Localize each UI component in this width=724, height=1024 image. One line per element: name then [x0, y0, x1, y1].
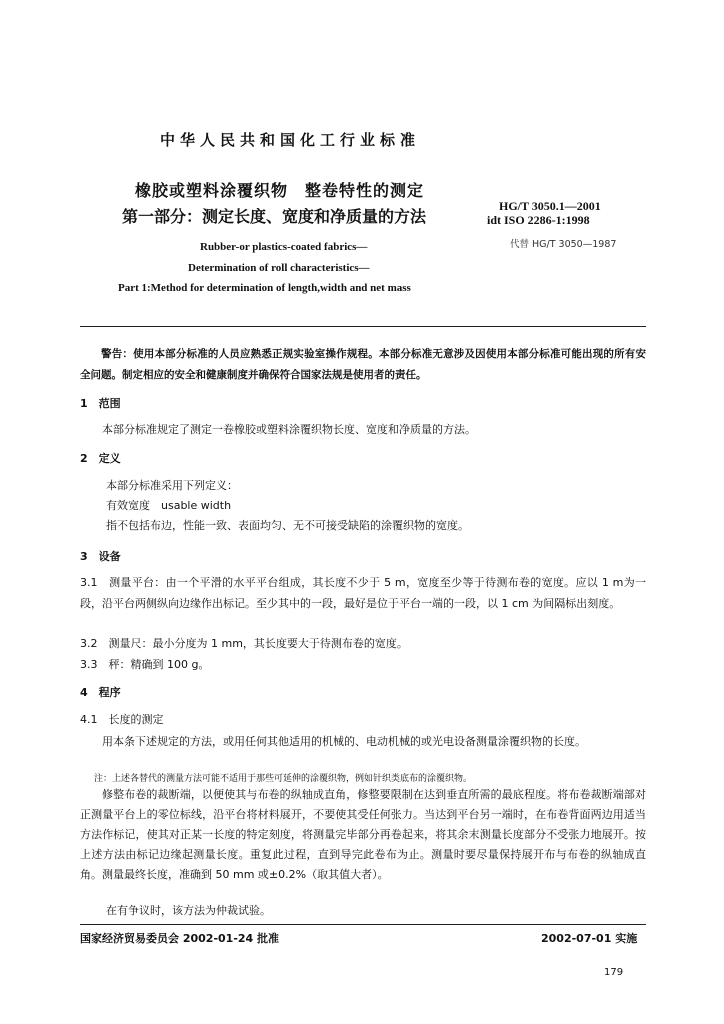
org-title: 中华人民共和国化工行业标准: [160, 131, 421, 149]
section-2-heading: 2 定义: [80, 452, 121, 465]
replaces-note: 代替 HG/T 3050—1987: [510, 239, 617, 250]
std-number: HG/T 3050.1—2001: [499, 199, 601, 213]
section-3-3-text: 3.3 秤：精确到 100 g。: [80, 658, 210, 671]
title-en-line1: Rubber-or plastics-coated fabrics—: [200, 241, 368, 253]
warning-text: 警告：使用本部分标准的人员应熟悉正规实验室操作规程。本部分标准无意涉及因使用本部分标准可能出现的所有安全问题。制定相应的安全和健康制度并确保符合国家法规是使用者的责任。: [80, 348, 646, 381]
title-cn-line1: 橡胶或塑料涂覆织物 整卷特性的测定: [135, 181, 425, 200]
section-2-definition: 指不包括布边，性能一致、表面均匀、无不可接受缺陷的涂覆织物的宽度。: [106, 519, 469, 532]
section-4-1-text: 用本条下述规定的方法，或用任何其他适用的机械的、电动机械的或光电设备测量涂覆织物的长度。: [102, 735, 586, 748]
page-number: 179: [604, 967, 624, 978]
section-1-text: 本部分标准规定了测定一卷橡胶或塑料涂覆织物长度、宽度和净质量的方法。: [102, 423, 476, 436]
section-3-2-text: 3.2 测量尺：最小分度为 1 mm，其长度要大于待测布卷的宽度。: [80, 637, 408, 650]
section-3-heading: 3 设备: [80, 550, 121, 563]
section-4-1-heading: 4.1 长度的测定: [80, 713, 164, 726]
section-2-intro: 本部分标准采用下列定义：: [106, 479, 238, 492]
footer-divider: [80, 924, 646, 925]
section-2-term: 有效宽度 usable width: [106, 499, 232, 512]
header-divider: [80, 326, 646, 327]
title-cn-line2: 第一部分：测定长度、宽度和净质量的方法: [122, 207, 427, 226]
section-3-1-text: 3.1 测量平台：由一个平滑的水平平台组成，其长度不少于 5 m，宽度至少等于待测布卷的宽度。应以 1 m为一段，沿平台两侧纵向边缘作出标记。至少其中的一段，最好是位于平台一端的一段，以 1 cm 为间隔标出刻度。: [80, 576, 646, 610]
section-4-1-note: 注：上述各替代的测量方法可能不适用于那些可延伸的涂覆织物，例如针织类底布的涂覆织物。: [94, 774, 473, 784]
section-4-1-procedure: 修整布卷的裁断端，以便使其与布卷的纵轴成直角，修整要限制在达到垂直所需的最底程度。将布卷裁断端部对正测量平台上的零位标线，沿平台将材料展开，不要使其受任何张力。当达到平台另一端时，在布卷背面两边用适当方法作标记，使其对正某一长度的特定刻度，将测量完毕部分再卷起来，将其余末测量长度部分不受张力地展开。按上述方法由标记边缘起测量长度。重复此过程，直到导完此卷布为止。测量时要尽量保持展开布与布卷的纵轴成直角。测量最终长度，准确到 50 mm 或±0.2%（取其值大者）。: [80, 788, 646, 881]
section-1-heading: 1 范围: [80, 397, 121, 410]
section-4-heading: 4 程序: [80, 686, 121, 699]
implementation-date: 2002-07-01 实施: [541, 932, 638, 945]
title-en-line3: Part 1:Method for determination of length,width and net mass: [118, 282, 411, 294]
section-4-1-arbitration: 在有争议时，该方法为仲裁试验。: [106, 904, 271, 917]
title-en-line2: Determination of roll characteristics—: [188, 262, 370, 274]
idt-reference: idt ISO 2286-1:1998: [487, 213, 590, 227]
approval-date: 国家经济贸易委员会 2002-01-24 批准: [80, 932, 280, 945]
